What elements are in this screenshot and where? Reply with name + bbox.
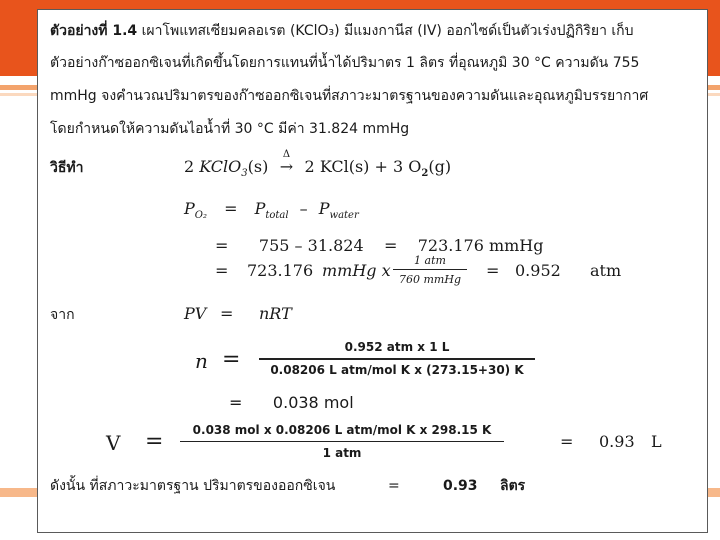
heat-arrow [273, 149, 299, 176]
pressure-conversion-eq: = [215, 261, 229, 280]
water-pressure-symbol: P [318, 199, 330, 218]
solution-label: วิธีทำ [50, 160, 84, 176]
moles-fraction [259, 340, 535, 380]
volume-denominator: 1 atm [322, 446, 362, 460]
conversion-fraction [393, 254, 467, 288]
equals-sign: = [224, 199, 238, 218]
volume-numerator: 0.038 mol x 0.08206 L atm/mol K x 298.15 K [192, 423, 492, 437]
pressure-equation [184, 200, 359, 225]
volume-unit: L [651, 432, 662, 451]
from-label: จาก [50, 307, 75, 323]
volume-symbol: V [106, 431, 121, 455]
example-label: ตัวอย่างที่ 1.4 [50, 23, 138, 39]
problem-line-3: mmHg จงคำนวณปริมาตรของก๊าซออกซิเจนที่สภาวะมาตรฐานของความดันและอุณหภูมิบรรยากาศ [50, 88, 649, 104]
moles-eq: = [222, 347, 241, 372]
volume-equals: = [560, 432, 574, 451]
fraction-bar [180, 441, 504, 442]
pressure-value: 723.176 [247, 261, 314, 280]
moles-symbol: n [195, 349, 208, 373]
example-card [37, 9, 708, 533]
problem-line-1 [50, 22, 634, 40]
pressure-subscript: O₂ [194, 210, 207, 222]
fraction-bar [259, 358, 535, 360]
conclusion-value: 0.93 [443, 478, 478, 494]
problem-text: เผาโพแทสเซียมคลอเรต (KClO₃) มีแมงกานีส (IV) ออกไซด์เป็นตัวเร่งปฏิกิริยา เก็บ [141, 23, 634, 39]
product-state: (g) [428, 157, 452, 176]
moles-denominator: 0.08206 L atm/mol K x (273.15+30) K [270, 363, 524, 377]
reactant-state: (s) [247, 157, 269, 176]
delta-symbol: Δ [282, 149, 291, 160]
conversion-numerator: 1 atm [414, 254, 446, 267]
pressure-unit: mmHg x [322, 261, 391, 280]
problem-line-4: โดยกำหนดให้ความดันไอน้ำที่ 30 °C มีค่า 31.824 mmHg [50, 121, 410, 137]
product-subscript: 2 [421, 168, 429, 180]
arrow-icon: → [279, 157, 294, 176]
volume-value: 0.93 [599, 432, 635, 451]
products: 2 KCl(s) + 3 O [304, 157, 422, 176]
pressure-result-unit: atm [590, 261, 622, 280]
total-subscript: total [265, 210, 289, 222]
gas-law-eq: = [220, 304, 234, 323]
gas-law-rhs: nRT [259, 304, 292, 323]
pressure-subtraction: = 755 – 31.824 = 723.176 mmHg [215, 236, 544, 255]
pressure-result: 0.952 [515, 261, 561, 280]
reaction-coefficient: 2 [184, 157, 195, 176]
moles-numerator: 0.952 atm x 1 L [344, 340, 450, 354]
total-pressure-symbol: P [254, 199, 266, 218]
conclusion-text: ดังนั้น ที่สภาวะมาตรฐาน ปริมาตรของออกซิเจน [50, 478, 336, 494]
conclusion-unit: ลิตร [500, 478, 526, 494]
minus-sign: – [299, 199, 308, 218]
pressure-equals: = [486, 261, 500, 280]
volume-fraction [180, 423, 504, 463]
conversion-denominator: 760 mmHg [399, 273, 461, 286]
gas-law-lhs: PV [184, 304, 207, 323]
reactant-subscript: 3 [241, 168, 248, 180]
volume-eq: = [145, 429, 164, 454]
pressure-symbol: P [184, 199, 195, 218]
reaction-equation [184, 149, 452, 183]
problem-line-2: ตัวอย่างก๊าซออกซิเจนที่เกิดขึ้นโดยการแทนที่น้ำได้ปริมาตร 1 ลิตร ที่อุณหภูมิ 30 °C ความดัน 755 [50, 55, 640, 71]
conclusion-eq: = [388, 478, 400, 494]
fraction-bar [393, 269, 467, 270]
moles-result: = 0.038 mol [229, 393, 354, 412]
reactant-formula: KClO [199, 157, 242, 176]
water-subscript: water [329, 210, 359, 222]
